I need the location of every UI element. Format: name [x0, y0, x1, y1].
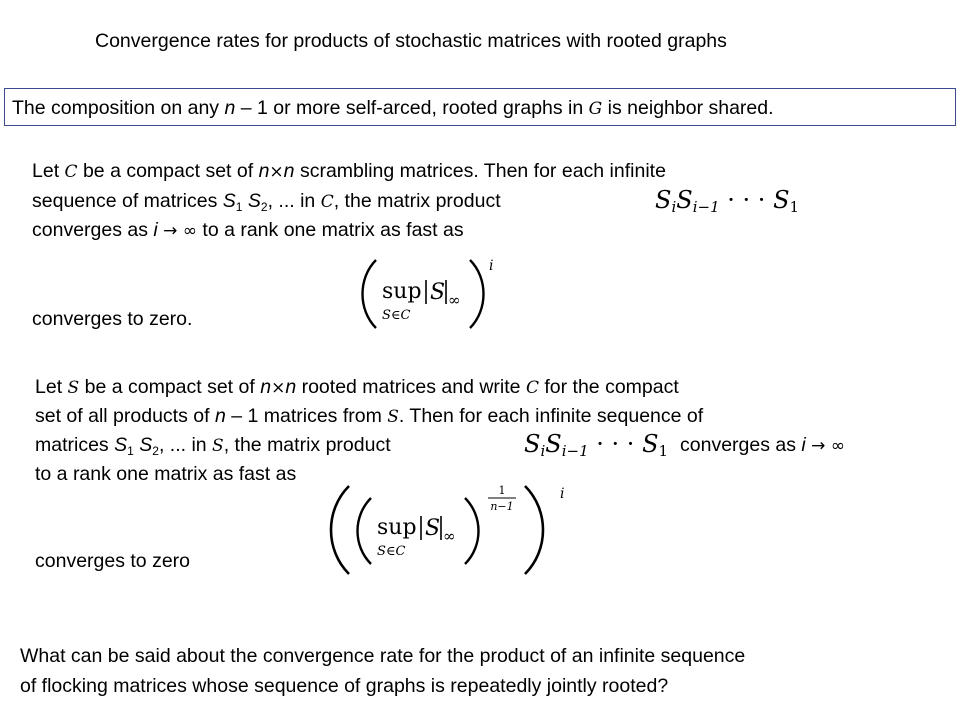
set-G-symbol: G: [588, 99, 603, 119]
exponent-denominator: n−1: [490, 500, 514, 513]
var-n: n: [224, 97, 236, 119]
infinity-norm-subscript: ∞: [448, 291, 461, 309]
limit-arrow: → ∞: [811, 436, 845, 456]
theorem2-line3-tail: converges as i → ∞: [680, 434, 845, 456]
times-symbol: ×: [271, 378, 286, 398]
set-C-symbol: C: [64, 162, 78, 182]
boxed-text-part: – 1 or more self-arced, rooted graphs in: [235, 97, 589, 119]
outer-left-paren: [331, 486, 349, 574]
set-C-symbol: C: [320, 192, 334, 212]
formula-exponent: i: [489, 258, 494, 274]
question-line1: What can be said about the convergence rate for the product of an infinite sequence: [20, 645, 746, 667]
inner-left-paren: [358, 498, 372, 564]
theorem1-line2: sequence of matrices $S_1$ $S_2$, ... in C, the matrix product: [32, 190, 501, 214]
sup-subscript: S∈C: [377, 544, 406, 559]
right-paren: [470, 260, 484, 328]
rate-formula-1: [358, 254, 508, 332]
theorem1-line1: Let C be a compact set of n×n scrambling matrices. Then for each infinite: [32, 160, 666, 182]
boxed-text-part: The composition on any: [12, 97, 225, 119]
formula-exponent: i: [560, 486, 565, 502]
limit-arrow: → ∞: [163, 221, 197, 241]
theorem1-conclusion: converges to zero.: [32, 308, 193, 330]
infinity-norm-subscript: ∞: [443, 527, 456, 545]
boxed-text-part: is neighbor shared.: [602, 97, 774, 119]
theorem2-conclusion: converges to zero: [35, 550, 191, 572]
left-paren: [363, 260, 377, 328]
question-line2: of flocking matrices whose sequence of graphs is repeatedly jointly rooted?: [20, 675, 669, 697]
theorem2-line2: set of all products of n – 1 matrices from S. Then for each infinite sequence of: [35, 405, 704, 427]
slide-title: Convergence rates for products of stochastic matrices with rooted graphs: [95, 30, 727, 52]
outer-right-paren: [525, 486, 543, 574]
product-formula-1: $S_iS_{i-1}$ · · · $S_1$: [655, 186, 800, 216]
set-S-symbol: S: [387, 407, 399, 427]
set-C-symbol: C: [525, 378, 539, 398]
boxed-statement: [4, 88, 956, 126]
boxed-statement-text: [12, 99, 774, 119]
theorem2-line1: Let S be a compact set of n×n rooted matrices and write C for the compact: [35, 376, 679, 398]
set-S-symbol: S: [212, 436, 224, 456]
exponent-numerator: 1: [498, 484, 506, 497]
theorem2-line3: matrices $S_1$ $S_2$, ... in S, the matrix product: [35, 434, 391, 458]
formula-S: S: [425, 516, 441, 541]
set-S-symbol: S: [67, 378, 80, 398]
formula-S: S: [430, 280, 446, 305]
theorem2-line4: to a rank one matrix as fast as: [35, 463, 297, 485]
product-formula-2: $S_iS_{i-1}$ · · · $S_1$: [524, 430, 669, 460]
theorem1-line3: converges as i → ∞ to a rank one matrix as fast as: [32, 219, 464, 241]
times-symbol: ×: [269, 162, 284, 182]
sup-operator: sup: [382, 279, 422, 304]
inner-right-paren: [465, 498, 479, 564]
rate-formula-2: [325, 478, 575, 578]
sup-operator: sup: [377, 515, 417, 540]
sup-subscript: S∈C: [382, 308, 411, 323]
